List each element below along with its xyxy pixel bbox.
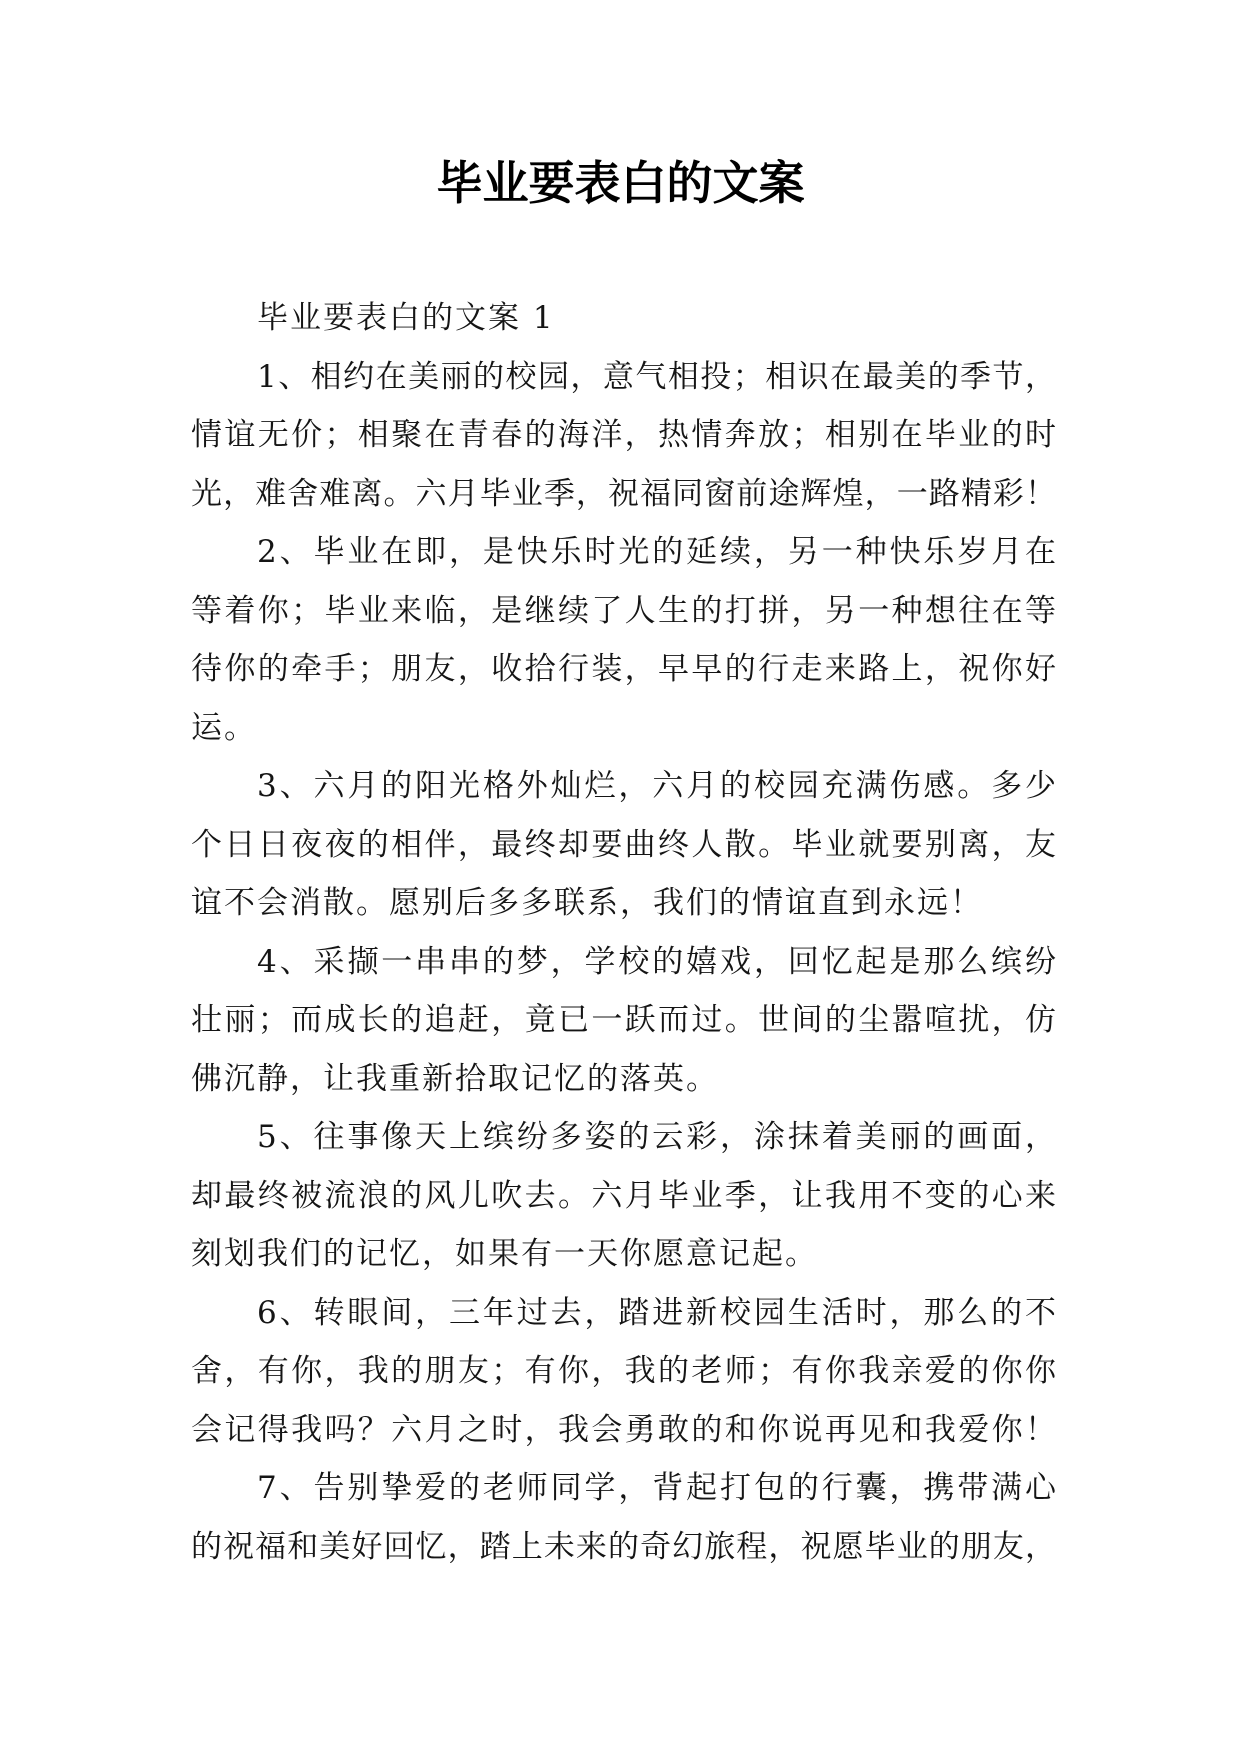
document-title: 毕业要表白的文案 [436,156,805,210]
paragraph-line: 运。 [191,709,257,746]
paragraph-line: 佛沉静，让我重新拾取记忆的落英。 [191,1060,719,1097]
paragraph-line: 1、相约在美丽的校园，意气相投；相识在最美的季节， [257,358,1056,395]
paragraph-line: 7、告别挚爱的老师同学，背起打包的行囊，携带满心 [257,1470,1056,1506]
section-heading: 毕业要表白的文案 1 [257,300,555,336]
paragraph-line: 的祝福和美好回忆，踏上未来的奇幻旅程，祝愿毕业的朋友， [191,1528,1056,1565]
paragraph-line: 6、转眼间，三年过去，踏进新校园生活时，那么的不 [257,1294,1056,1331]
paragraph-7 [191,1459,1056,1576]
paragraph-line: 光，难舍难离。六月毕业季，祝福同窗前途辉煌，一路精彩！ [191,475,1056,512]
paragraph-line: 壮丽；而成长的追赶，竟已一跃而过。世间的尘嚣喧扰，仿 [191,1002,1056,1038]
paragraph-line: 待你的牵手；朋友，收拾行装，早早的行走来路上，祝你好 [191,651,1056,687]
paragraph-line: 谊不会消散。愿别后多多联系，我们的情谊直到永远！ [191,885,983,921]
paragraph-line: 个日日夜夜的相伴，最终却要曲终人散。毕业就要别离，友 [191,826,1056,863]
paragraph-3 [191,757,1056,933]
paragraph-6 [191,1284,1056,1460]
paragraph-line: 却最终被流浪的风儿吹去。六月毕业季，让我用不变的心来 [191,1177,1056,1214]
paragraph-line: 4、采撷一串串的梦，学校的嬉戏，回忆起是那么缤纷 [257,943,1056,980]
paragraph-line: 3、六月的阳光格外灿烂，六月的校园充满伤感。多少 [257,768,1056,804]
paragraph-line: 等着你；毕业来临，是继续了人生的打拼，另一种想往在等 [191,592,1056,629]
paragraph-line: 情谊无价；相聚在青春的海洋，热情奔放；相别在毕业的时 [191,417,1056,453]
paragraph-line: 舍，有你，我的朋友；有你，我的老师；有你我亲爱的你你 [191,1353,1056,1389]
paragraph-line: 会记得我吗？六月之时，我会勇敢的和你说再见和我爱你！ [191,1411,1056,1448]
paragraph-2 [191,523,1056,757]
document-body [191,289,1056,1576]
paragraph-line: 2、毕业在即，是快乐时光的延续，另一种快乐岁月在 [257,534,1056,570]
paragraph-5 [191,1108,1056,1284]
paragraph-line: 刻划我们的记忆，如果有一天你愿意记起。 [191,1236,818,1272]
paragraph-1 [191,348,1056,524]
paragraph-4 [191,933,1056,1109]
paragraph-line: 5、往事像天上缤纷多姿的云彩，涂抹着美丽的画面， [257,1119,1056,1155]
